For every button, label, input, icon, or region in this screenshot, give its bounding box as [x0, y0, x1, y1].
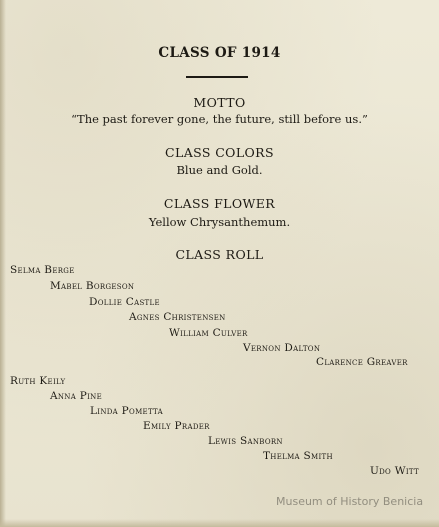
class-colors-text: Blue and Gold. — [176, 163, 263, 177]
class-roll-heading: CLASS ROLL — [175, 247, 264, 262]
roll-name: Vernon Dalton — [243, 342, 321, 354]
class-flower-text: Yellow Chrysanthemum. — [148, 215, 291, 229]
roll-name: Ruth Keily — [10, 375, 66, 387]
class-colors-heading: CLASS COLORS — [165, 145, 274, 160]
roll-name: Dollie Castle — [89, 296, 160, 308]
roll-name: Emily Prader — [143, 420, 210, 432]
roll-name: Mabel Borgeson — [50, 280, 135, 292]
roll-name: William Culver — [169, 327, 248, 339]
page-bottom-shadow — [0, 519, 439, 527]
roll-name: Linda Pometta — [90, 405, 163, 417]
class-flower-heading: CLASS FLOWER — [163, 196, 276, 211]
page-title: CLASS OF 1914 — [158, 45, 281, 61]
title-divider — [186, 76, 248, 78]
roll-name: Lewis Sanborn — [208, 435, 283, 447]
page-edge-shadow — [0, 0, 6, 527]
roll-name: Udo Witt — [370, 465, 419, 477]
museum-watermark: Museum of History Benicia — [276, 495, 424, 508]
roll-name: Selma Berge — [10, 264, 75, 276]
roll-name: Thelma Smith — [263, 450, 333, 462]
motto-heading: MOTTO — [193, 95, 246, 110]
roll-name: Anna Pine — [50, 390, 102, 402]
roll-name: Clarence Greaver — [316, 356, 408, 368]
motto-text: “The past forever gone, the future, still before us.” — [71, 112, 368, 126]
roll-name: Agnes Christensen — [129, 311, 226, 323]
